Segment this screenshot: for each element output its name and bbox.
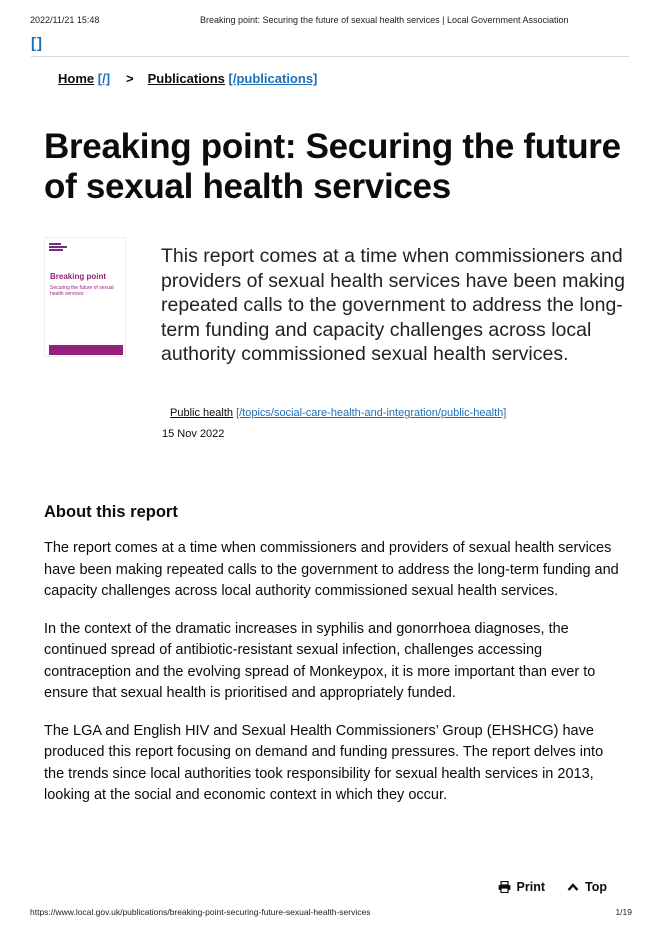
about-paragraph: In the context of the dramatic increases in syphilis and gonorrhoea diagnoses, the continued spread of antibiotic-resistant sexual infection, challenges accessing contraception and the evolving spread of Monkeypox, it is more important than ever to ensure that sexual health is prioritised and appropriately funded. xyxy=(44,620,596,701)
breadcrumb xyxy=(58,71,317,86)
page-actions xyxy=(498,880,607,894)
cover-title: Breaking point xyxy=(50,272,107,281)
back-to-top-button[interactable] xyxy=(567,880,607,894)
skip-link[interactable]: [] xyxy=(31,35,43,52)
chevron-up-icon xyxy=(567,882,579,892)
page-title: Breaking point: Securing the future of sexual health services xyxy=(44,127,621,206)
publish-date: 15 Nov 2022 xyxy=(162,428,225,440)
breadcrumb-home-label: Home xyxy=(58,71,95,86)
breadcrumb-home[interactable] xyxy=(58,71,110,86)
cover-bar xyxy=(49,345,123,355)
breadcrumb-separator: > xyxy=(126,71,134,86)
print-url: https://www.local.gov.uk/publications/breaking-point-securing-future-sexual-health-services xyxy=(30,907,371,917)
print-timestamp: 2022/11/21 15:48 xyxy=(30,15,100,25)
top-label: Top xyxy=(585,880,607,894)
report-cover-image xyxy=(44,237,126,357)
print-label: Print xyxy=(516,880,546,894)
topic-tag-label: Public health xyxy=(170,407,233,419)
topic-tag[interactable] xyxy=(170,407,506,419)
about-paragraph: The report comes at a time when commissioners and providers of sexual health services have been making repeated calls to the government to address the long-term funding and capacity challenges across local authority commissioned sexual health services. xyxy=(44,540,619,599)
print-footer xyxy=(30,907,632,917)
breadcrumb-publications[interactable] xyxy=(148,71,318,86)
lga-logo-icon xyxy=(49,243,67,252)
about-paragraph: The LGA and English HIV and Sexual Health Commissioners’ Group (EHSHCG) have produced this report focusing on demand and funding pressures. The report delves into the trends since local authorities took responsibility for sexual health services in 2013, looking at the social and economic context in which they occur. xyxy=(44,722,604,803)
about-heading: About this report xyxy=(44,503,178,521)
topic-tag-href: [/topics/social-care-health-and-integration/public-health] xyxy=(236,407,507,419)
lead-summary: This report comes at a time when commissioners and providers of sexual health services have been making repeated calls to the government to address the long-term funding and capacity challenges across local authority commissioned sexual health services. xyxy=(161,245,625,365)
printer-icon xyxy=(498,881,511,893)
print-button[interactable] xyxy=(498,880,545,894)
print-page-title: Breaking point: Securing the future of sexual health services | Local Government Association xyxy=(200,15,569,25)
cover-subtitle: Securing the future of sexual health services xyxy=(50,285,114,297)
breadcrumb-home-href: [/] xyxy=(97,71,111,86)
about-body xyxy=(44,538,624,823)
print-page-number: 1/19 xyxy=(615,907,632,917)
breadcrumb-publications-label: Publications xyxy=(147,71,225,86)
breadcrumb-publications-href: [/publications] xyxy=(228,71,318,86)
print-header xyxy=(30,15,632,29)
header-divider xyxy=(31,56,629,57)
